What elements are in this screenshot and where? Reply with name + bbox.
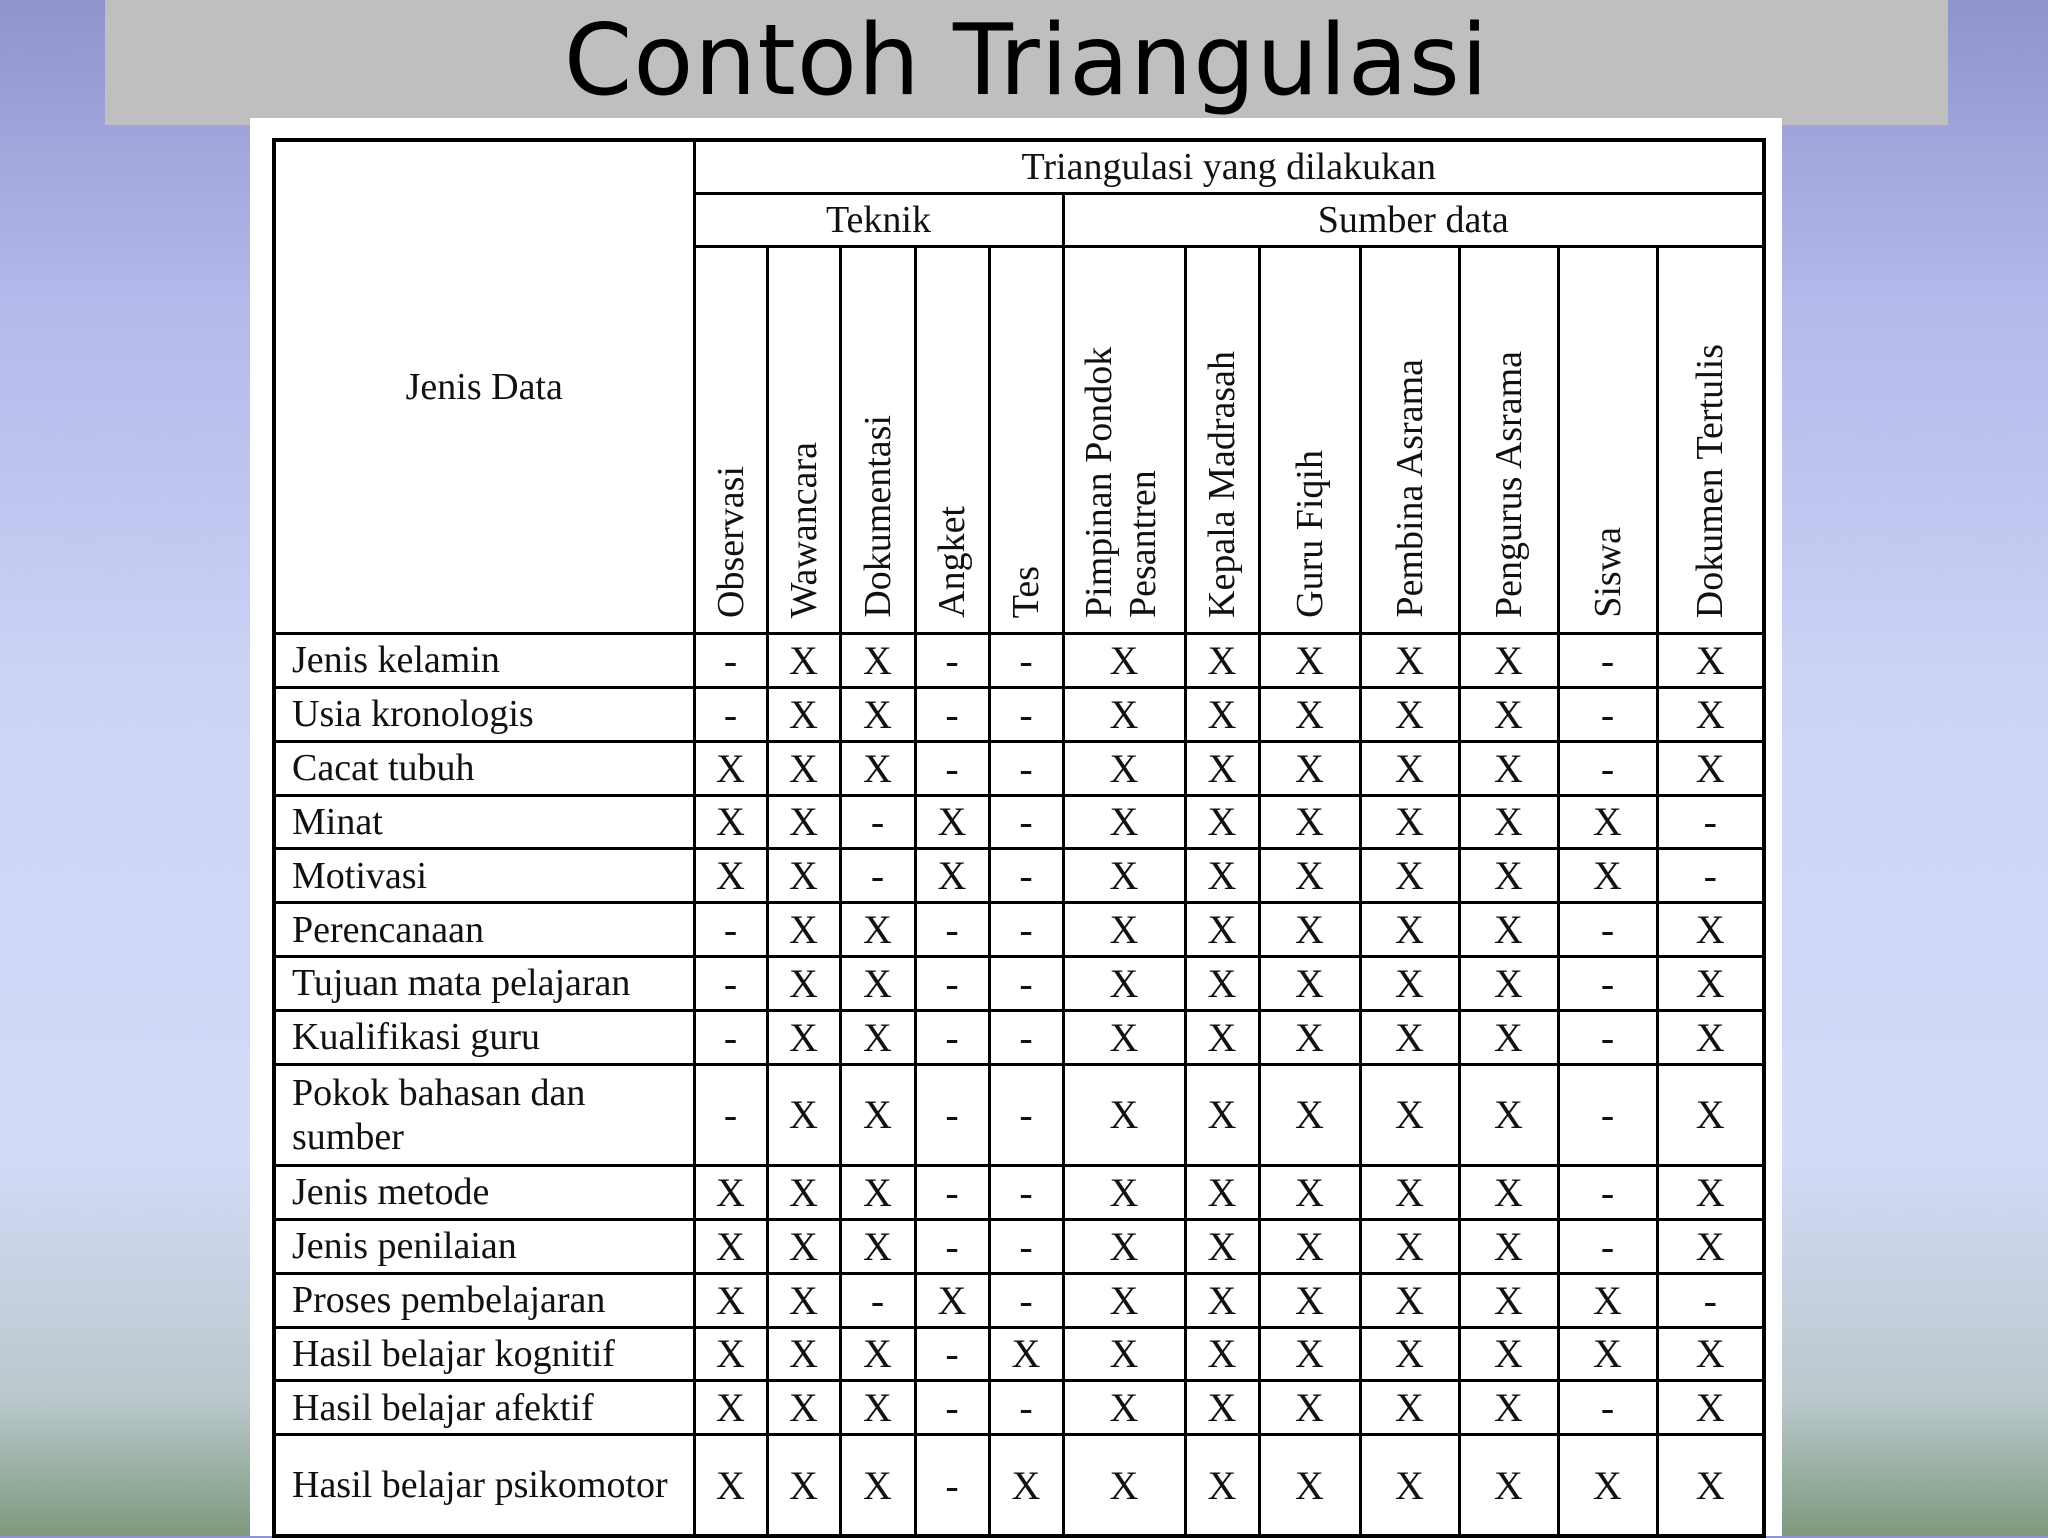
table-row	[274, 1381, 1764, 1435]
table-cell: X	[1657, 1010, 1764, 1064]
table-cell: X	[1459, 1273, 1558, 1327]
table-cell: -	[1558, 634, 1657, 688]
table-cell: X	[1360, 849, 1459, 903]
table-cell: X	[1459, 634, 1558, 688]
table-cell: X	[767, 795, 840, 849]
table-cell: X	[1360, 1165, 1459, 1219]
table-cell: X	[694, 849, 767, 903]
table-cell: X	[1259, 1273, 1360, 1327]
table-cell: X	[1259, 1381, 1360, 1435]
table-cell: -	[989, 903, 1063, 957]
row-label: Tujuan mata pelajaran	[274, 957, 694, 1011]
row-label: Usia kronologis	[274, 687, 694, 741]
table-cell: -	[1558, 687, 1657, 741]
table-cell: X	[694, 1273, 767, 1327]
row-label: Hasil belajar afektif	[274, 1381, 694, 1435]
table-cell: X	[989, 1327, 1063, 1381]
table-cell: X	[767, 1381, 840, 1435]
table-cell: X	[694, 1165, 767, 1219]
table-cell: X	[1360, 903, 1459, 957]
table-cell: X	[694, 1435, 767, 1536]
table-cell: -	[915, 1010, 989, 1064]
table-cell: X	[767, 1435, 840, 1536]
table-cell: X	[840, 1219, 915, 1273]
table-cell: -	[694, 687, 767, 741]
table-cell: -	[694, 903, 767, 957]
table-cell: -	[1558, 1381, 1657, 1435]
row-header: Jenis Data	[274, 140, 694, 634]
table-cell: -	[915, 903, 989, 957]
table-cell: X	[1360, 1327, 1459, 1381]
table-cell: X	[1459, 687, 1558, 741]
table-cell: X	[1657, 1219, 1764, 1273]
table-cell: X	[1360, 1010, 1459, 1064]
table-cell: X	[840, 957, 915, 1011]
table-cell: X	[1063, 1381, 1185, 1435]
triangulation-table	[272, 138, 1766, 1538]
table-cell: X	[1063, 903, 1185, 957]
table-cell: X	[915, 849, 989, 903]
table-cell: X	[1360, 741, 1459, 795]
column-header	[1558, 247, 1657, 634]
table-cell: -	[989, 1010, 1063, 1064]
table-cell: X	[767, 903, 840, 957]
table-cell: X	[840, 741, 915, 795]
table-cell: X	[1185, 1064, 1259, 1165]
table-cell: -	[694, 1010, 767, 1064]
column-header	[1185, 247, 1259, 634]
table-row	[274, 1327, 1764, 1381]
table-row	[274, 1010, 1764, 1064]
table-cell: X	[1657, 1327, 1764, 1381]
table-cell: X	[1259, 1165, 1360, 1219]
table-cell: -	[915, 1435, 989, 1536]
table-cell: X	[694, 1219, 767, 1273]
table-cell: X	[1063, 957, 1185, 1011]
table-cell: -	[915, 1327, 989, 1381]
column-header-label: Dokumen Tertulis	[1689, 343, 1732, 618]
table-cell: -	[989, 687, 1063, 741]
table-cell: X	[767, 687, 840, 741]
table-cell: X	[1360, 1273, 1459, 1327]
table-cell: X	[1185, 687, 1259, 741]
column-header-label: Kepala Madrasah	[1201, 351, 1243, 618]
table-row	[274, 741, 1764, 795]
table-cell: -	[1558, 1010, 1657, 1064]
table-cell: X	[1459, 1165, 1558, 1219]
table-cell: -	[694, 957, 767, 1011]
table-cell: X	[1185, 634, 1259, 688]
table-cell: X	[1459, 957, 1558, 1011]
row-label: Hasil belajar psikomotor	[274, 1435, 694, 1536]
table-cell: X	[989, 1435, 1063, 1536]
column-header-label: Pengurus Asrama	[1487, 350, 1530, 618]
table-cell: -	[1657, 1273, 1764, 1327]
column-header-label: Siswa	[1586, 527, 1629, 618]
table-cell: X	[1185, 1327, 1259, 1381]
column-header-label: Observasi	[709, 466, 752, 618]
table-cell: -	[1657, 795, 1764, 849]
table-cell: -	[989, 634, 1063, 688]
table-row	[274, 1165, 1764, 1219]
table-row	[274, 795, 1764, 849]
column-header	[989, 247, 1063, 634]
table-cell: X	[1558, 1273, 1657, 1327]
table-cell: X	[1657, 957, 1764, 1011]
column-header	[1063, 247, 1185, 634]
table-cell: X	[1558, 849, 1657, 903]
table-cell: X	[840, 1435, 915, 1536]
column-header	[1360, 247, 1459, 634]
table-cell: -	[1558, 1064, 1657, 1165]
column-header-label: Pimpinan Pondok Pesantren	[1078, 346, 1164, 618]
row-label: Jenis penilaian	[274, 1219, 694, 1273]
column-header	[694, 247, 767, 634]
table-row	[274, 1219, 1764, 1273]
table-cell: -	[840, 1273, 915, 1327]
slide-title: Contoh Triangulasi	[563, 4, 1490, 118]
column-header-label: Tes	[1005, 565, 1047, 618]
subgroup-teknik: Teknik	[694, 194, 1063, 247]
table-cell: X	[1259, 1010, 1360, 1064]
table-cell: X	[1657, 1064, 1764, 1165]
table-cell: X	[1657, 1165, 1764, 1219]
row-label: Minat	[274, 795, 694, 849]
table-cell: X	[1459, 1327, 1558, 1381]
row-label: Jenis metode	[274, 1165, 694, 1219]
table-cell: -	[915, 741, 989, 795]
table-cell: X	[1063, 687, 1185, 741]
table-cell: X	[767, 849, 840, 903]
table-cell: X	[1063, 795, 1185, 849]
table-cell: X	[767, 1273, 840, 1327]
table-cell: -	[989, 957, 1063, 1011]
column-header	[840, 247, 915, 634]
table-cell: X	[840, 1165, 915, 1219]
table-cell: X	[915, 795, 989, 849]
table-cell: X	[1259, 687, 1360, 741]
table-cell: X	[694, 1381, 767, 1435]
table-cell: X	[1657, 1435, 1764, 1536]
table-cell: -	[694, 634, 767, 688]
row-label: Cacat tubuh	[274, 741, 694, 795]
column-header-label: Wawancara	[782, 441, 825, 618]
table-cell: X	[1259, 1435, 1360, 1536]
table-cell: -	[1558, 903, 1657, 957]
table-cell: -	[915, 1165, 989, 1219]
table-cell: X	[1185, 957, 1259, 1011]
table-cell: X	[1259, 1064, 1360, 1165]
table-cell: X	[1360, 634, 1459, 688]
table-cell: X	[767, 1165, 840, 1219]
table-cell: -	[1558, 1219, 1657, 1273]
row-label: Pokok bahasan dan sumber	[274, 1064, 694, 1165]
row-label: Jenis kelamin	[274, 634, 694, 688]
table-cell: X	[1459, 1219, 1558, 1273]
table-cell: X	[694, 1327, 767, 1381]
table-cell: X	[1063, 1219, 1185, 1273]
table-row	[274, 1273, 1764, 1327]
table-cell: X	[1259, 957, 1360, 1011]
column-header-label: Angket	[931, 506, 973, 618]
table-cell: X	[1459, 903, 1558, 957]
column-header	[1657, 247, 1764, 634]
table-cell: X	[1063, 1010, 1185, 1064]
table-cell: X	[694, 795, 767, 849]
table-cell: X	[1558, 1327, 1657, 1381]
table-cell: X	[1360, 687, 1459, 741]
table-cell: X	[840, 1381, 915, 1435]
table-cell: X	[1063, 634, 1185, 688]
table-cell: -	[989, 1165, 1063, 1219]
table-image	[250, 118, 1782, 1536]
column-header-label: Dokumentasi	[856, 415, 899, 618]
table-cell: X	[840, 903, 915, 957]
table-cell: X	[915, 1273, 989, 1327]
table-cell: X	[1063, 1165, 1185, 1219]
table-cell: X	[1657, 741, 1764, 795]
table-cell: X	[1459, 1381, 1558, 1435]
table-cell: X	[1063, 1064, 1185, 1165]
table-cell: X	[840, 1010, 915, 1064]
table-cell: X	[1259, 1327, 1360, 1381]
table-cell: X	[840, 687, 915, 741]
table-cell: X	[1558, 795, 1657, 849]
table-cell: X	[1459, 741, 1558, 795]
table-cell: -	[1558, 957, 1657, 1011]
table-cell: X	[1360, 1381, 1459, 1435]
table-cell: X	[1185, 1381, 1259, 1435]
table-cell: -	[915, 957, 989, 1011]
table-cell: X	[1185, 741, 1259, 795]
table-cell: X	[767, 634, 840, 688]
table-cell: X	[1185, 903, 1259, 957]
table-cell: X	[1657, 687, 1764, 741]
table-cell: X	[1259, 903, 1360, 957]
table-cell: X	[840, 1327, 915, 1381]
table-cell: X	[1259, 741, 1360, 795]
column-header	[1459, 247, 1558, 634]
table-cell: -	[989, 795, 1063, 849]
table-cell: X	[1185, 849, 1259, 903]
table-cell: -	[840, 849, 915, 903]
table-cell: X	[1185, 1435, 1259, 1536]
table-cell: X	[1459, 795, 1558, 849]
table-cell: X	[767, 1219, 840, 1273]
column-header-label: Guru Fiqih	[1288, 450, 1331, 618]
table-cell: X	[1459, 1435, 1558, 1536]
table-cell: X	[694, 741, 767, 795]
table-cell: -	[1657, 849, 1764, 903]
table-cell: -	[989, 1381, 1063, 1435]
table-cell: X	[1063, 849, 1185, 903]
table-cell: X	[767, 1327, 840, 1381]
column-header-label: Pembina Asrama	[1388, 359, 1431, 618]
table-cell: -	[989, 1219, 1063, 1273]
table-cell: X	[1558, 1435, 1657, 1536]
table-cell: -	[989, 1064, 1063, 1165]
table-row	[274, 903, 1764, 957]
table-row	[274, 849, 1764, 903]
table-cell: X	[1657, 903, 1764, 957]
table-row	[274, 687, 1764, 741]
table-cell: -	[1558, 741, 1657, 795]
table-cell: -	[915, 687, 989, 741]
table-cell: -	[840, 795, 915, 849]
table-cell: X	[1360, 795, 1459, 849]
table-cell: X	[1360, 957, 1459, 1011]
table-cell: X	[767, 1010, 840, 1064]
table-cell: X	[767, 957, 840, 1011]
row-label: Perencanaan	[274, 903, 694, 957]
table-cell: X	[1185, 1165, 1259, 1219]
table-cell: X	[1259, 849, 1360, 903]
table-cell: -	[915, 1064, 989, 1165]
table-cell: X	[1185, 1010, 1259, 1064]
table-cell: -	[694, 1064, 767, 1165]
table-cell: -	[989, 1273, 1063, 1327]
table-cell: X	[1063, 741, 1185, 795]
table-row	[274, 1435, 1764, 1536]
table-cell: X	[1259, 1219, 1360, 1273]
column-header	[1259, 247, 1360, 634]
column-header	[915, 247, 989, 634]
table-cell: X	[1657, 634, 1764, 688]
table-cell: -	[1558, 1165, 1657, 1219]
table-cell: X	[1185, 795, 1259, 849]
title-bar	[105, 0, 1948, 125]
table-cell: -	[989, 849, 1063, 903]
table-cell: X	[767, 1064, 840, 1165]
table-cell: -	[915, 1381, 989, 1435]
table-cell: X	[1360, 1435, 1459, 1536]
table-row	[274, 634, 1764, 688]
table-cell: X	[767, 741, 840, 795]
table-cell: X	[1063, 1327, 1185, 1381]
table-cell: X	[1360, 1219, 1459, 1273]
table-cell: X	[1459, 1064, 1558, 1165]
table-cell: X	[1259, 795, 1360, 849]
table-cell: X	[1459, 849, 1558, 903]
table-row	[274, 1064, 1764, 1165]
table-cell: X	[840, 634, 915, 688]
table-cell: -	[915, 634, 989, 688]
table-cell: X	[1063, 1273, 1185, 1327]
row-label: Hasil belajar kognitif	[274, 1327, 694, 1381]
table-cell: -	[989, 741, 1063, 795]
row-label: Proses pembelajaran	[274, 1273, 694, 1327]
column-header	[767, 247, 840, 634]
row-label: Kualifikasi guru	[274, 1010, 694, 1064]
table-cell: X	[1259, 634, 1360, 688]
group-header: Triangulasi yang dilakukan	[694, 140, 1764, 194]
table-cell: X	[1185, 1219, 1259, 1273]
table-cell: X	[1360, 1064, 1459, 1165]
row-label: Motivasi	[274, 849, 694, 903]
table-cell: X	[1459, 1010, 1558, 1064]
table-cell: -	[915, 1219, 989, 1273]
table-cell: X	[1063, 1435, 1185, 1536]
table-row	[274, 957, 1764, 1011]
table-cell: X	[1657, 1381, 1764, 1435]
subgroup-sumber-data: Sumber data	[1063, 194, 1764, 247]
table-cell: X	[1185, 1273, 1259, 1327]
table-cell: X	[840, 1064, 915, 1165]
